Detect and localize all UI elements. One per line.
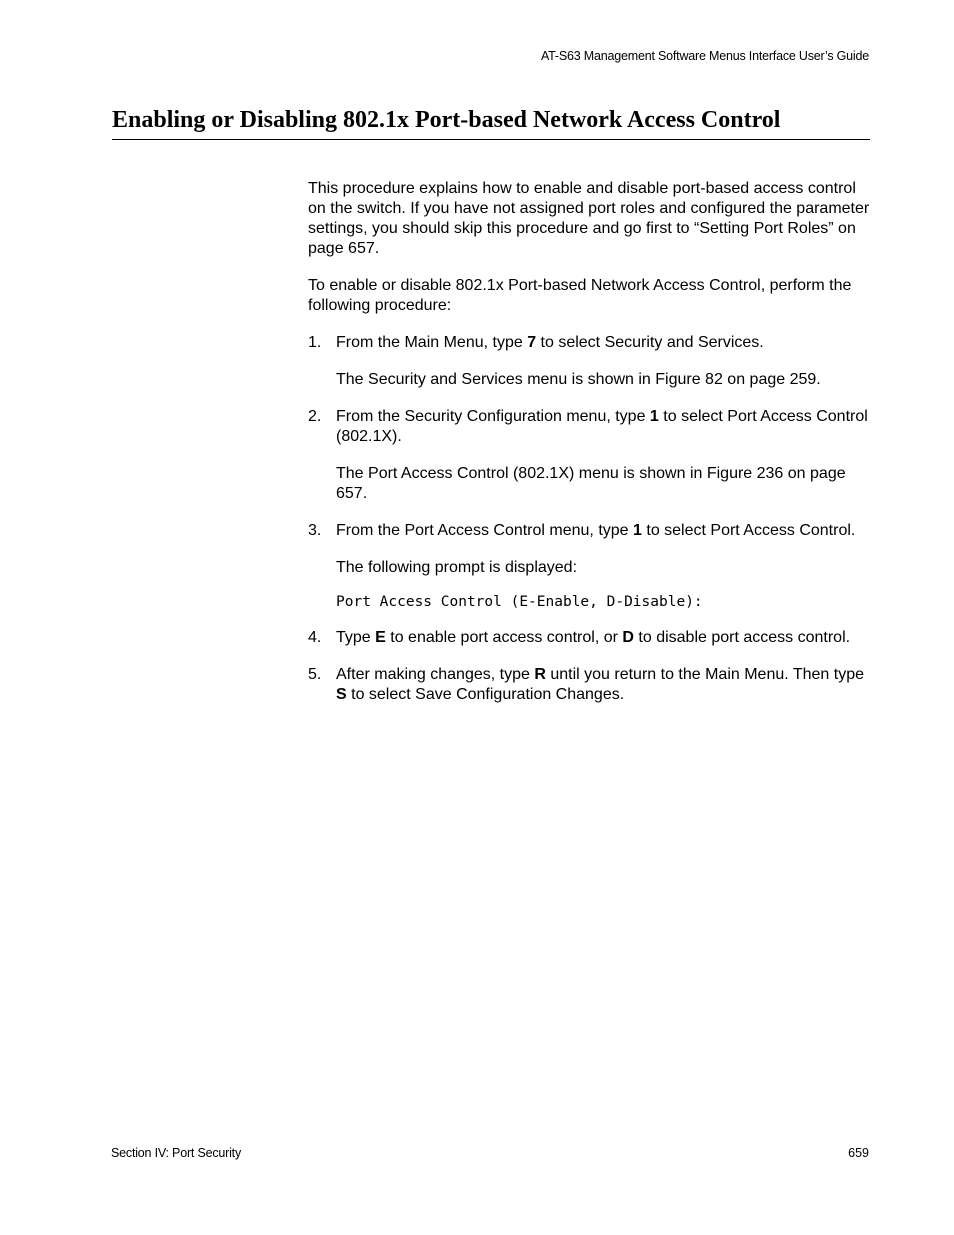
step-text: to select Port Access Control. — [641, 522, 856, 539]
step-text: until you return to the Main Menu. Then type — [545, 666, 864, 683]
body-content — [308, 179, 873, 722]
procedure-step — [308, 407, 873, 447]
step-text: to disable port access control. — [633, 629, 851, 646]
step-key: S — [336, 686, 347, 703]
page-number: 659 — [848, 1146, 869, 1160]
step-key: 1 — [633, 522, 642, 539]
step-number: 1. — [308, 334, 322, 351]
step-key: 7 — [527, 334, 537, 351]
step-key: E — [375, 629, 386, 646]
procedure-step — [308, 665, 873, 705]
intro-paragraph: This procedure explains how to enable and disable port-based access control on the switch. If you have not assigned port roles and configured the parameter settings, you should skip this procedure and go first to “Setting Port Roles” on page 657. — [308, 180, 870, 257]
step-number: 4. — [308, 629, 322, 646]
step-text: Type — [336, 629, 376, 646]
step-text: From the Security Configuration menu, type — [336, 408, 650, 425]
step-number: 2. — [308, 408, 322, 425]
step-text: From the Port Access Control menu, type — [336, 522, 634, 539]
step-key: R — [534, 666, 546, 683]
procedure-step — [308, 628, 873, 648]
step-note: The Port Access Control (802.1X) menu is shown in Figure 236 on page 657. — [336, 465, 846, 502]
step-text: to enable port access control, or — [385, 629, 623, 646]
step-key: 1 — [649, 408, 659, 425]
step-text: to select Port Access Control (802.1X). — [336, 408, 868, 445]
section-heading: Enabling or Disabling 802.1x Port-based Network Access Control — [112, 105, 870, 140]
intro-paragraph: To enable or disable 802.1x Port-based Network Access Control, perform the following procedure: — [308, 277, 852, 314]
step-text: After making changes, type — [336, 666, 535, 683]
step-key: D — [622, 629, 634, 646]
prompt-code: Port Access Control (E-Enable, D-Disable): — [336, 594, 703, 610]
step-number: 5. — [308, 666, 322, 683]
procedure-step — [308, 521, 873, 541]
procedure-step — [308, 333, 873, 353]
step-text: From the Main Menu, type — [336, 334, 528, 351]
footer-section: Section IV: Port Security — [111, 1146, 242, 1160]
running-header: AT-S63 Management Software Menus Interface User’s Guide — [540, 49, 869, 63]
step-number: 3. — [308, 522, 322, 539]
step-note: The following prompt is displayed: — [336, 559, 578, 576]
step-note: The Security and Services menu is shown in Figure 82 on page 259. — [336, 371, 821, 388]
step-text: to select Security and Services. — [536, 334, 764, 351]
step-text: to select Save Configuration Changes. — [346, 686, 625, 703]
